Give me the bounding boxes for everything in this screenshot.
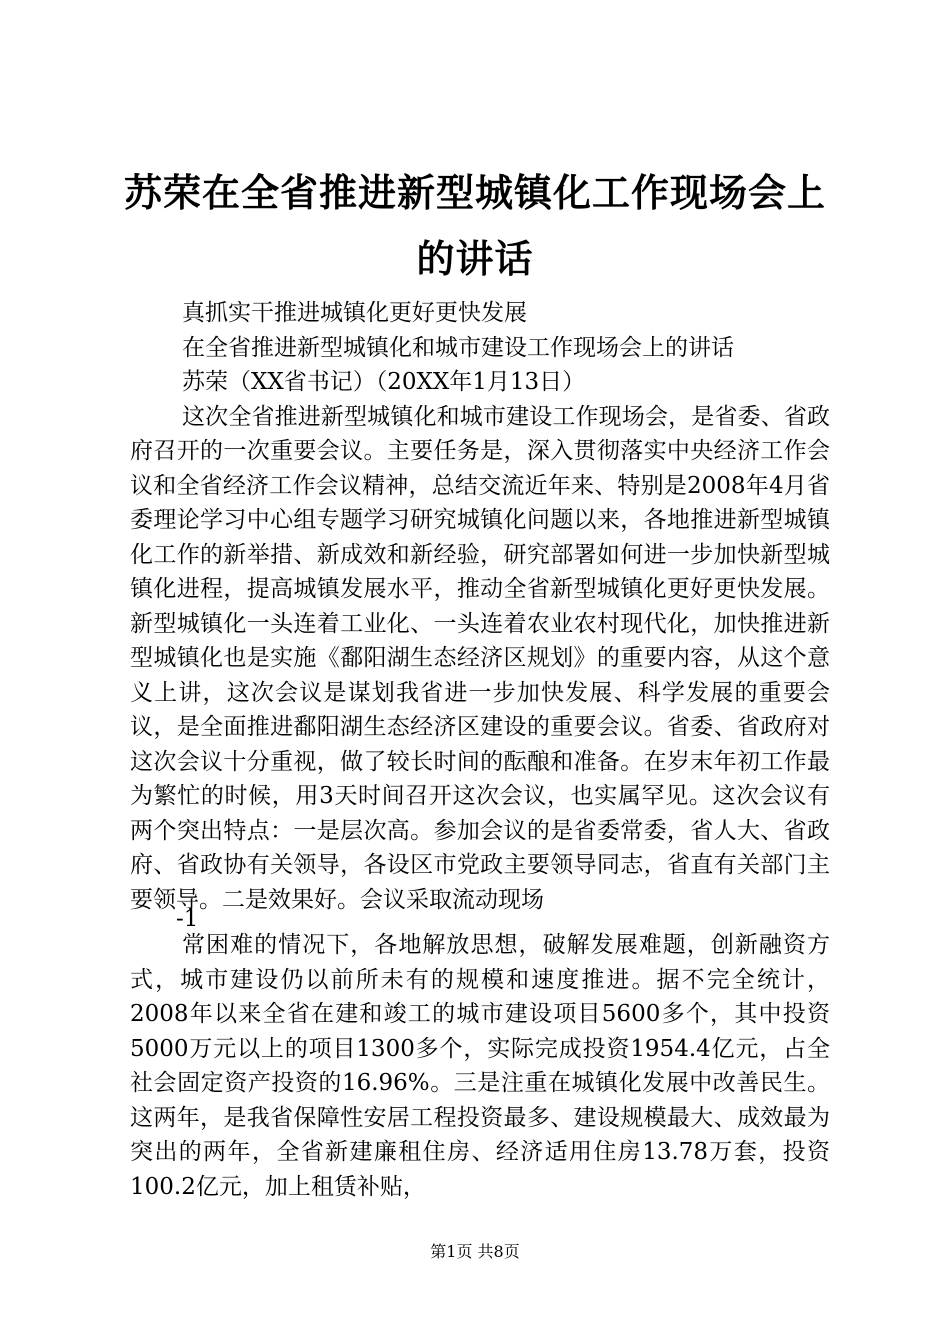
paragraph-2: 常困难的情况下，各地解放思想，破解发展难题，创新融资方式，城市建设仍以前所未有的规模和速度推进。据不完全统计，2008年以来全省在建和竣工的城市建设项目5600多个，其中投资5000万元以上的项目1300多个，实际完成投资1954.4亿元，占全社会固定资产投资的16.96%。三是注重在城镇化发展中改善民生。这两年，是我省保障性安居工程投资最多、建设规模最大、成效最为突出的两年，全省新建廉租住房、经济适用住房13.78万套，投资100.2亿元，加上租赁补贴， xyxy=(130,932,830,1200)
document-body-top xyxy=(130,296,830,917)
page-number-info: 第1页 共8页 xyxy=(430,1242,520,1261)
subtitle-line-1: 真抓实干推进城镇化更好更快发展 xyxy=(182,300,527,326)
paragraph-1: 这次全省推进新型城镇化和城市建设工作现场会，是省委、省政府召开的一次重要会议。主要任务是，深入贯彻落实中央经济工作会议和全省经济工作会议精神，总结交流近年来、特别是2008年4月省委理论学习中心组专题学习研究城镇化问题以来，各地推进新型城镇化工作的新举措、新成效和新经验，研究部署如何进一步加快新型城镇化进程，提高城镇发展水平，推动全省新型城镇化更好更快发展。新型城镇化一头连着工业化、一头连着农业农村现代化，加快推进新型城镇化也是实施《鄱阳湖生态经济区规划》的重要内容，从这个意义上讲，这次会议是谋划我省进一步加快发展、科学发展的重要会议，是全面推进鄱阳湖生态经济区建设的重要会议。省委、省政府对这次会议十分重视，做了较长时间的酝酿和准备。在岁末年初工作最为繁忙的时候，用3天时间召开这次会议，也实属罕见。这次会议有两个突出特点：一是层次高。参加会议的是省委常委，省人大、省政府、省政协有关领导，各设区市党政主要领导同志，省直有关部门主要领导。二是效果好。会议采取流动现场 xyxy=(130,403,830,913)
subtitle-line-2: 在全省推进新型城镇化和城市建设工作现场会上的讲话 xyxy=(182,334,734,361)
document-title-text: 苏荣在全省推进新型城镇化工作现场会上的讲话 xyxy=(123,170,826,281)
document-title xyxy=(110,160,840,292)
page-footer xyxy=(0,1240,950,1264)
page-marker: -1 xyxy=(176,906,199,932)
author-line: 苏荣（XX省书记）（20XX年1月13日） xyxy=(182,369,586,395)
document-body-bottom xyxy=(130,928,830,1204)
